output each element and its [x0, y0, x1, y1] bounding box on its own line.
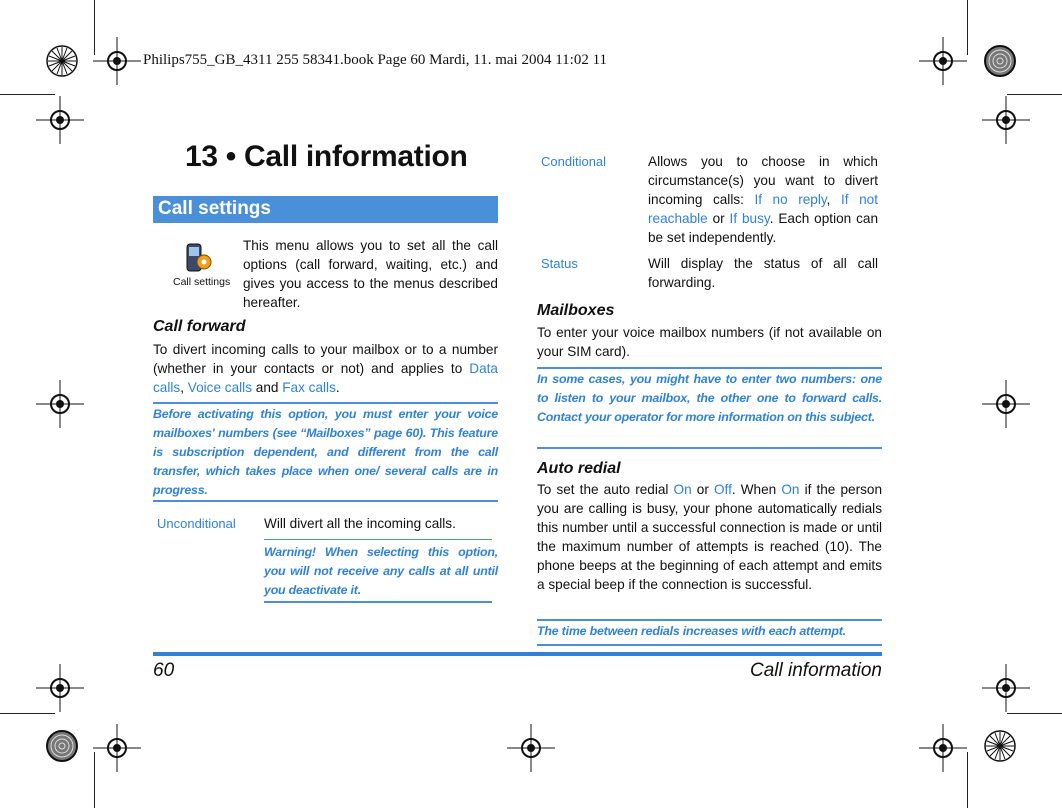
page-number: 60	[153, 660, 175, 681]
footer-chapter-name: Call information	[750, 660, 882, 681]
auto-redial-t3: . When	[731, 482, 782, 497]
conditional-desc-1: Allows you to choose in which circumstance(s) you want to divert incoming calls:	[648, 154, 878, 207]
status-desc: Will display the status of all call forwarding.	[648, 256, 878, 290]
section-title: Call settings	[158, 198, 271, 219]
call-forward-sep2: and	[252, 380, 283, 395]
conditional-sep2: or	[707, 211, 730, 226]
phone-settings-icon	[180, 243, 214, 273]
redial-note-rule-top	[537, 619, 882, 621]
auto-redial-heading: Auto redial	[537, 460, 621, 477]
status-term: Status	[541, 256, 578, 271]
conditional-term: Conditional	[541, 154, 607, 169]
call-forward-sep1: ,	[180, 380, 188, 395]
chapter-title: 13 • Call information	[185, 140, 468, 173]
fax-calls-link: Fax calls	[282, 380, 336, 395]
footer-bar	[153, 652, 882, 656]
call-forward-text	[153, 340, 498, 397]
intro-text: This menu allows you to set all the call options (call forward, waiting, etc.) and gives you access to the menus described hereafter.	[243, 238, 498, 310]
voice-calls-link: Voice calls	[187, 380, 252, 395]
on-option-2: On	[781, 482, 800, 497]
note-rule-bottom	[153, 500, 498, 502]
conditional-desc-2: . Each option can be set independently.	[648, 211, 879, 245]
unconditional-desc: Will divert all the incoming calls.	[264, 516, 456, 531]
section-bar	[153, 196, 498, 223]
call-forward-text-before: To divert incoming calls to your mailbox or to a number (whether in your contacts or not) and applies to	[153, 342, 498, 376]
unconditional-term: Unconditional	[157, 516, 236, 531]
print-header: Philips755_GB_4311 255 58341.book Page 60 Mardi, 11. mai 2004 11:02 11	[143, 52, 608, 68]
redial-note-rule-bottom	[537, 644, 882, 646]
on-option: On	[673, 482, 692, 497]
off-option: Off	[713, 482, 732, 497]
call-forward-text-end: .	[335, 380, 340, 395]
call-forward-note: Before activating this option, you must enter your voice mailboxes' numbers (see “Mailboxes” page 60). This feature is subscription dependent, and different from the call transfer, which takes place when one/ several calls are in progress.	[153, 407, 498, 497]
auto-redial-text	[537, 480, 882, 594]
unconditional-warning: Warning! When selecting this option, you will not receive any calls at all until you deactivate it.	[264, 545, 498, 597]
if-no-reply-option: If no reply	[754, 192, 827, 207]
warning-rule-top	[264, 539, 492, 540]
mailboxes-note: In some cases, you might have to enter two numbers: one to listen to your mailbox, the other one to forward calls. Contact your operator for more information on this subject.	[537, 372, 882, 424]
mailboxes-note-rule-top	[537, 367, 882, 369]
data-calls-link: Data calls	[153, 361, 498, 395]
auto-redial-t2: or	[691, 482, 714, 497]
mailboxes-text: To enter your voice mailbox numbers (if not available on your SIM card).	[537, 325, 882, 359]
icon-caption: Call settings	[173, 276, 231, 288]
auto-redial-t1: To set the auto redial	[537, 482, 674, 497]
if-busy-option: If busy	[729, 211, 770, 226]
if-not-reachable-option: If not reachable	[648, 192, 878, 226]
mailboxes-note-rule-bottom	[537, 447, 882, 449]
call-forward-heading: Call forward	[153, 318, 246, 335]
auto-redial-t4: if the person you are calling is busy, your phone automatically redials this number until a successful connection is made or until the maximum number of attempts is reached (10). The phone beeps at the beginning of each attempt and emits a special beep if the connection is successful.	[537, 482, 883, 592]
note-rule-top	[153, 402, 498, 404]
auto-redial-note: The time between redials increases with each attempt.	[537, 624, 846, 638]
conditional-sep1: ,	[826, 192, 841, 207]
mailboxes-heading: Mailboxes	[537, 302, 615, 319]
phone-gear-icon	[180, 243, 214, 273]
conditional-desc	[648, 152, 878, 247]
warning-rule-bottom	[264, 601, 492, 603]
